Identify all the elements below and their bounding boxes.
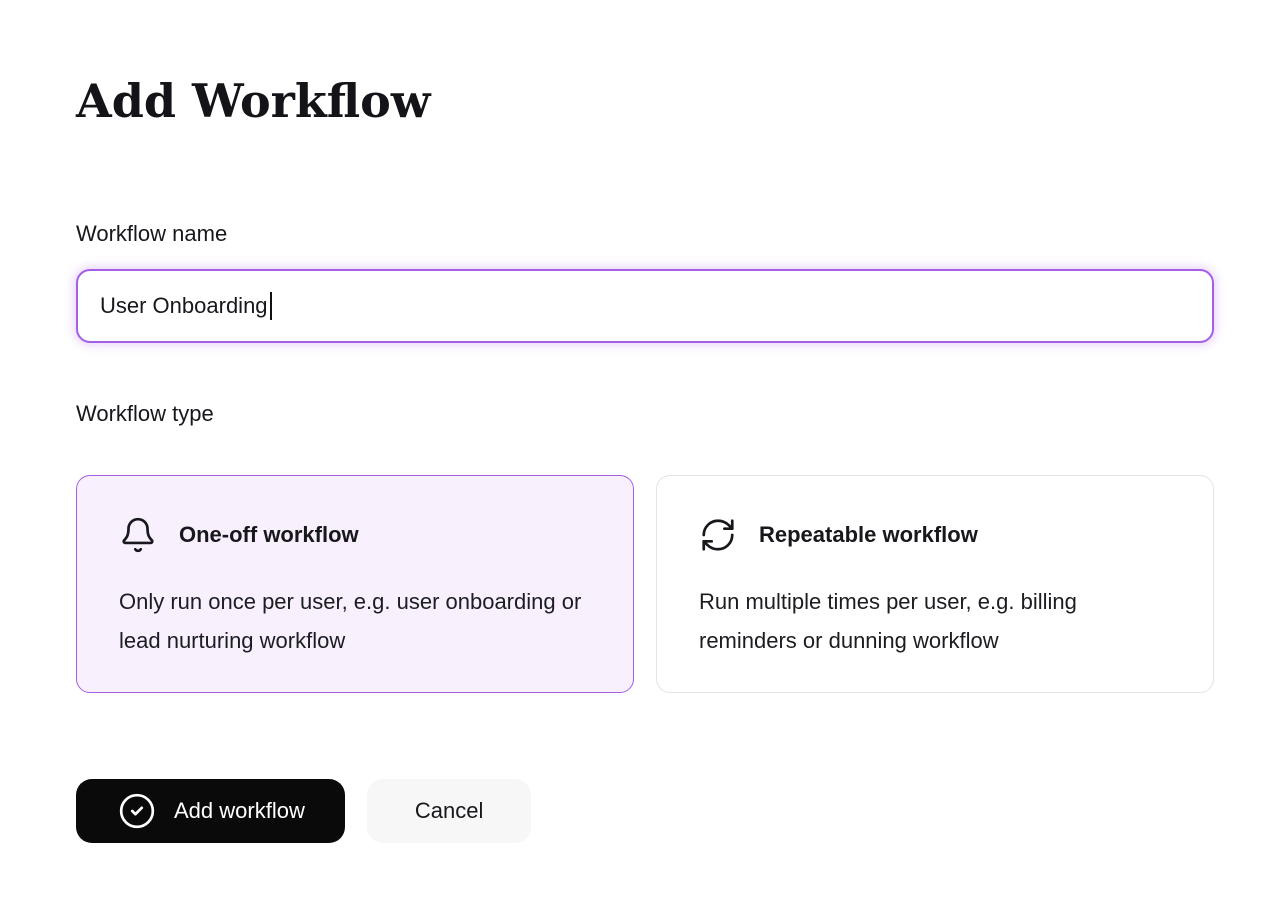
card-description: Run multiple times per user, e.g. billing reminders or dunning workflow — [699, 588, 1077, 653]
bell-icon — [119, 516, 157, 554]
cancel-button-label: Cancel — [414, 797, 484, 823]
card-header — [699, 516, 1173, 554]
workflow-type-card-repeatable[interactable] — [656, 475, 1214, 693]
add-workflow-button[interactable] — [76, 779, 345, 843]
card-title: One-off workflow — [179, 521, 359, 547]
card-description: Only run once per user, e.g. user onboarding or lead nurturing workflow — [119, 588, 582, 653]
add-workflow-button-label: Add workflow — [174, 797, 305, 823]
check-circle-icon — [118, 792, 156, 830]
workflow-type-label: Workflow type — [76, 400, 214, 426]
page-title: Add Workflow — [76, 74, 431, 128]
form-actions — [76, 779, 1214, 843]
workflow-name-label: Workflow name — [76, 220, 228, 246]
workflow-type-card-one-off[interactable] — [76, 475, 634, 693]
text-caret — [270, 292, 272, 320]
workflow-type-cards — [76, 475, 1214, 693]
cancel-button[interactable] — [367, 779, 531, 843]
card-header — [119, 516, 593, 554]
workflow-name-value: User Onboarding — [100, 292, 268, 318]
workflow-name-input[interactable] — [76, 269, 1214, 343]
card-title: Repeatable workflow — [759, 521, 978, 547]
repeat-icon — [699, 516, 737, 554]
